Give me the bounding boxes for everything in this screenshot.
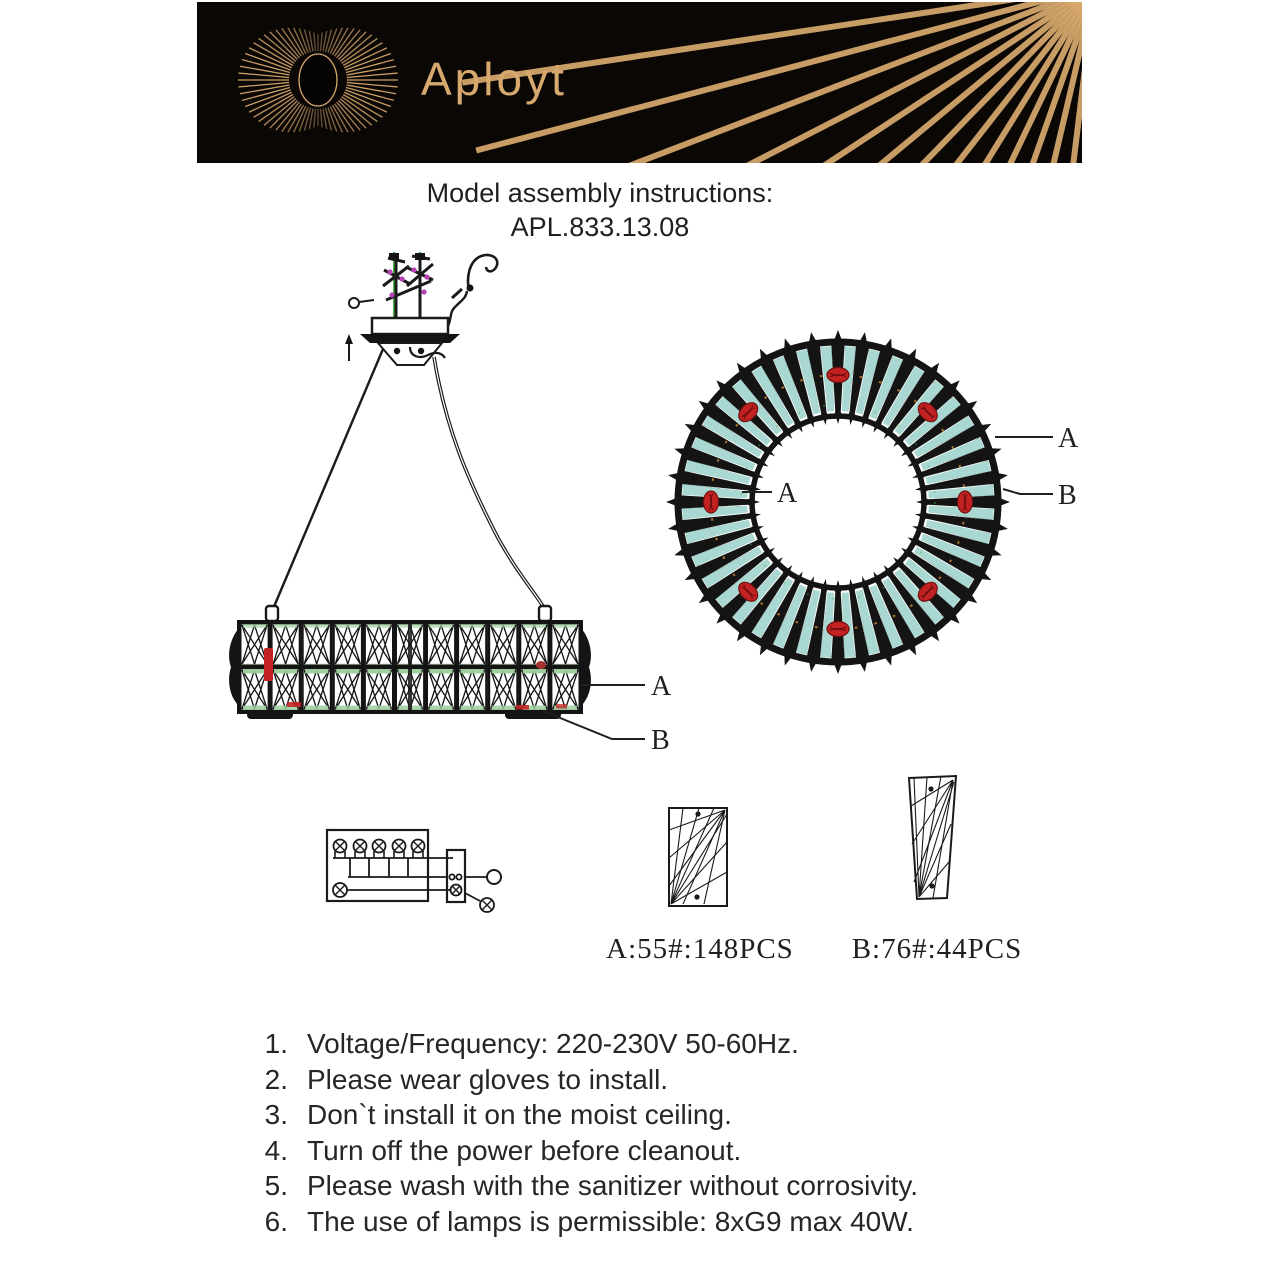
instruction-item: 4. Turn off the power before cleanout. [264,1134,742,1166]
model-number: APL.833.13.08 [510,211,690,242]
instruction-list [252,1026,1082,1240]
part-b-count-label: B:76#:44PCS [851,933,1023,965]
instruction-item: 1. Voltage/Frequency: 220-230V 50-60Hz. [264,1028,799,1059]
ring-label-a-inner: A [777,478,798,509]
page-title: Model assembly instructions: [426,178,774,208]
instruction-item: 5. Please wash with the sanitizer without corrosivity. [264,1170,919,1202]
crystal-a-drawing [669,808,727,906]
instruction-item: 6. The use of lamps is permissible: 8xG9 max 40W. [264,1205,914,1237]
terminal-circle [487,870,501,884]
power-cord [448,255,497,326]
brand-logo-text: Aployt [421,53,567,105]
part-a-count-label: A:55#:148PCS [606,933,794,965]
side-label-b: B [651,725,670,756]
mount-brackets [383,256,433,318]
up-arrow-icon [345,334,353,361]
instruction-item: 2. Please wear gloves to install. [264,1063,669,1095]
ring-label-a: A [1058,423,1079,454]
top-view-ring-drawing [666,330,1010,674]
crystal-b-drawing [909,776,956,899]
side-label-a: A [651,671,672,702]
canopy [372,318,448,334]
suspension-cables [266,349,551,621]
ring-label-b: B [1058,480,1077,511]
side-view-body-drawing [229,622,591,719]
instruction-item: 3. Don`t install it on the moist ceiling. [264,1099,732,1131]
ceiling-mount-drawing [345,252,497,365]
